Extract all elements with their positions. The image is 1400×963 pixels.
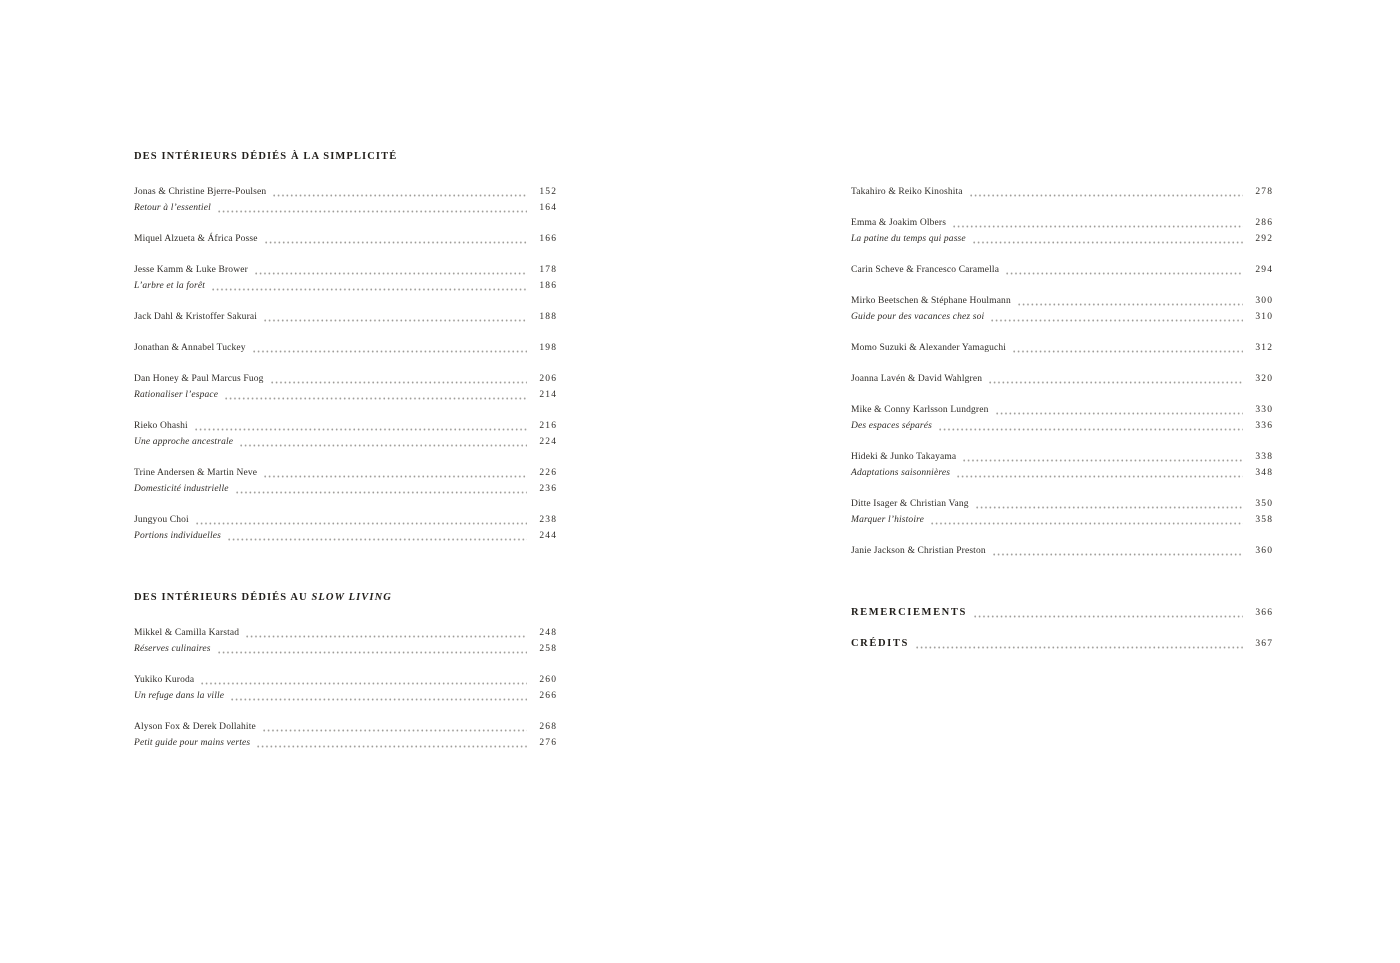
dot-leader xyxy=(263,729,527,732)
section-heading-text: SLOW LIVING xyxy=(311,592,392,603)
toc-entry-row xyxy=(134,465,556,481)
toc-entry-row xyxy=(134,278,556,294)
dot-leader xyxy=(953,225,1243,228)
chapter-title: Jack Dahl & Kristoffer Sakurai xyxy=(134,312,258,322)
toc-group xyxy=(134,719,556,751)
dot-leader xyxy=(218,651,528,654)
chapter-title: Rieko Ohashi xyxy=(134,421,188,431)
section-heading xyxy=(134,590,556,606)
page-number: 216 xyxy=(539,421,558,431)
page-number: 224 xyxy=(539,437,558,447)
toc-group xyxy=(851,496,1272,528)
toc-right-column xyxy=(851,184,1272,652)
toc-entry-row xyxy=(134,434,556,450)
toc-group xyxy=(134,512,556,544)
toc-group xyxy=(134,262,556,294)
dot-leader xyxy=(212,288,527,291)
dot-leader xyxy=(273,194,527,197)
toc-group xyxy=(134,231,556,247)
dot-leader xyxy=(993,553,1243,556)
page-number: 312 xyxy=(1255,343,1274,353)
toc-entry-row xyxy=(851,512,1272,528)
dot-leader xyxy=(246,635,527,638)
dot-leader xyxy=(963,459,1243,462)
toc-entry-row xyxy=(134,672,556,688)
chapter-subtitle: Adaptations saisonnières xyxy=(851,468,951,478)
page-number: 366 xyxy=(1255,608,1274,618)
page-number: 292 xyxy=(1255,234,1274,244)
dot-leader xyxy=(264,319,527,322)
dot-leader xyxy=(1013,350,1243,353)
toc-entry-row xyxy=(134,625,556,641)
toc-group xyxy=(134,184,556,216)
page-number: 238 xyxy=(539,515,558,525)
end-matter-title: REMERCIEMENTS xyxy=(851,607,967,618)
toc-group xyxy=(134,625,556,657)
toc-entry-row xyxy=(851,418,1272,434)
chapter-subtitle: Marquer l’histoire xyxy=(851,515,924,525)
dot-leader xyxy=(236,491,528,494)
dot-leader xyxy=(1018,303,1243,306)
dot-leader xyxy=(970,194,1244,197)
dot-leader xyxy=(240,444,527,447)
toc-entry-row xyxy=(851,496,1272,512)
chapter-title: Yukiko Kuroda xyxy=(134,675,195,685)
chapter-subtitle: Petit guide pour mains vertes xyxy=(134,738,251,748)
dot-leader xyxy=(939,428,1243,431)
toc-entry-row xyxy=(134,231,556,247)
toc-entry-row xyxy=(851,371,1272,387)
toc-entry-row xyxy=(851,636,1272,652)
page-number: 320 xyxy=(1255,374,1274,384)
page-number: 294 xyxy=(1255,265,1274,275)
dot-leader xyxy=(957,475,1243,478)
toc-entry-row xyxy=(134,512,556,528)
toc-entry-row xyxy=(851,465,1272,481)
toc-group xyxy=(134,465,556,497)
dot-leader xyxy=(991,319,1243,322)
section-heading-text: DES INTÉRIEURS DÉDIÉS À LA SIMPLICITÉ xyxy=(134,151,398,162)
page-number: 266 xyxy=(539,691,558,701)
page-number: 226 xyxy=(539,468,558,478)
toc-group xyxy=(134,309,556,325)
toc-entry-row xyxy=(134,641,556,657)
dot-leader xyxy=(265,241,528,244)
section-heading xyxy=(134,149,556,165)
page-number: 338 xyxy=(1255,452,1274,462)
page-number: 244 xyxy=(539,531,558,541)
chapter-title: Janie Jackson & Christian Preston xyxy=(851,546,986,556)
dot-leader xyxy=(974,615,1243,618)
toc-group xyxy=(134,371,556,403)
chapter-title: Ditte Isager & Christian Vang xyxy=(851,499,969,509)
page-number: 166 xyxy=(539,234,558,244)
toc-group xyxy=(851,184,1272,200)
toc-entry-row xyxy=(134,340,556,356)
chapter-title: Trine Andersen & Martin Neve xyxy=(134,468,258,478)
toc-entry-row xyxy=(851,605,1272,621)
page-number: 206 xyxy=(539,374,558,384)
page-number: 358 xyxy=(1255,515,1274,525)
dot-leader xyxy=(916,646,1243,649)
toc-entry-row xyxy=(134,262,556,278)
toc-group xyxy=(851,215,1272,247)
dot-leader xyxy=(1006,272,1243,275)
toc-group xyxy=(851,449,1272,481)
page-number: 360 xyxy=(1255,546,1274,556)
toc-group xyxy=(851,402,1272,434)
toc-entry-row xyxy=(851,184,1272,200)
chapter-subtitle: Un refuge dans la ville xyxy=(134,691,225,701)
dot-leader xyxy=(253,350,528,353)
section-heading-text: DES INTÉRIEURS DÉDIÉS AU xyxy=(134,592,312,603)
dot-leader xyxy=(195,428,527,431)
chapter-title: Hideki & Junko Takayama xyxy=(851,452,957,462)
chapter-title: Carin Scheve & Francesco Caramella xyxy=(851,265,1000,275)
chapter-subtitle: Rationaliser l’espace xyxy=(134,390,219,400)
page-number: 367 xyxy=(1255,639,1274,649)
page-number: 188 xyxy=(539,312,558,322)
toc-group xyxy=(851,371,1272,387)
toc-entry-row xyxy=(851,340,1272,356)
toc-group xyxy=(134,418,556,450)
toc-entry-row xyxy=(134,528,556,544)
toc-entry-row xyxy=(134,371,556,387)
dot-leader xyxy=(255,272,527,275)
chapter-subtitle: Guide pour des vacances chez soi xyxy=(851,312,985,322)
dot-leader xyxy=(996,412,1244,415)
page-number: 276 xyxy=(539,738,558,748)
dot-leader xyxy=(989,381,1243,384)
dot-leader xyxy=(976,506,1244,509)
page-number: 336 xyxy=(1255,421,1274,431)
dot-leader xyxy=(225,397,527,400)
toc-entry-row xyxy=(134,184,556,200)
dot-leader xyxy=(264,475,527,478)
page-number: 350 xyxy=(1255,499,1274,509)
toc-group xyxy=(851,543,1272,559)
chapter-title: Mikkel & Camilla Karstad xyxy=(134,628,240,638)
chapter-title: Momo Suzuki & Alexander Yamaguchi xyxy=(851,343,1007,353)
page-number: 236 xyxy=(539,484,558,494)
toc-entry-row xyxy=(851,449,1272,465)
chapter-title: Joanna Lavén & David Wahlgren xyxy=(851,374,983,384)
dot-leader xyxy=(231,698,527,701)
chapter-subtitle: Retour à l’essentiel xyxy=(134,203,211,213)
toc-entry-row xyxy=(134,481,556,497)
toc-entry-row xyxy=(851,231,1272,247)
end-matter-title: CRÉDITS xyxy=(851,638,909,649)
toc-entry-row xyxy=(851,262,1272,278)
toc-group xyxy=(134,672,556,704)
chapter-title: Jesse Kamm & Luke Brower xyxy=(134,265,248,275)
chapter-title: Jungyou Choi xyxy=(134,515,189,525)
dot-leader xyxy=(201,682,527,685)
page-number: 260 xyxy=(539,675,558,685)
page-number: 198 xyxy=(539,343,558,353)
dot-leader xyxy=(257,745,527,748)
toc-entry-row xyxy=(134,688,556,704)
page-number: 152 xyxy=(539,187,558,197)
toc-entry-row xyxy=(134,719,556,735)
dot-leader xyxy=(196,522,527,525)
toc-entry-row xyxy=(851,543,1272,559)
toc-entry-row xyxy=(134,387,556,403)
page-number: 186 xyxy=(539,281,558,291)
chapter-subtitle: La patine du temps qui passe xyxy=(851,234,966,244)
toc-group xyxy=(851,340,1272,356)
toc-entry-row xyxy=(851,215,1272,231)
page-number: 164 xyxy=(539,203,558,213)
chapter-title: Takahiro & Reiko Kinoshita xyxy=(851,187,963,197)
page-number: 300 xyxy=(1255,296,1274,306)
chapter-title: Mike & Conny Karlsson Lundgren xyxy=(851,405,989,415)
chapter-title: Miquel Alzueta & África Posse xyxy=(134,234,258,244)
chapter-subtitle: Une approche ancestrale xyxy=(134,437,234,447)
toc-group xyxy=(851,262,1272,278)
page-number: 330 xyxy=(1255,405,1274,415)
chapter-title: Emma & Joakim Olbers xyxy=(851,218,947,228)
dot-leader xyxy=(228,538,527,541)
page-number: 286 xyxy=(1255,218,1274,228)
toc-group xyxy=(851,293,1272,325)
page-number: 348 xyxy=(1255,468,1274,478)
toc-entry-row xyxy=(851,293,1272,309)
toc-left-column xyxy=(134,149,556,766)
toc-entry-row xyxy=(851,402,1272,418)
page-number: 248 xyxy=(539,628,558,638)
dot-leader xyxy=(931,522,1243,525)
dot-leader xyxy=(973,241,1243,244)
page-number: 278 xyxy=(1255,187,1274,197)
dot-leader xyxy=(271,381,528,384)
page-number: 214 xyxy=(539,390,558,400)
page-number: 310 xyxy=(1255,312,1274,322)
page-number: 268 xyxy=(539,722,558,732)
toc-group xyxy=(134,340,556,356)
chapter-subtitle: Domesticité industrielle xyxy=(134,484,229,494)
page-number: 178 xyxy=(539,265,558,275)
toc-entry-row xyxy=(851,309,1272,325)
chapter-title: Alyson Fox & Derek Dollahite xyxy=(134,722,256,732)
toc-entry-row xyxy=(134,418,556,434)
chapter-title: Jonas & Christine Bjerre-Poulsen xyxy=(134,187,267,197)
chapter-subtitle: L’arbre et la forêt xyxy=(134,281,206,291)
toc-entry-row xyxy=(134,735,556,751)
toc-entry-row xyxy=(134,309,556,325)
chapter-title: Dan Honey & Paul Marcus Fuog xyxy=(134,374,264,384)
chapter-title: Jonathan & Annabel Tuckey xyxy=(134,343,246,353)
chapter-subtitle: Portions individuelles xyxy=(134,531,221,541)
chapter-subtitle: Des espaces séparés xyxy=(851,421,932,431)
dot-leader xyxy=(218,210,527,213)
toc-entry-row xyxy=(134,200,556,216)
chapter-title: Mirko Beetschen & Stéphane Houlmann xyxy=(851,296,1011,306)
chapter-subtitle: Réserves culinaires xyxy=(134,644,211,654)
page-number: 258 xyxy=(539,644,558,654)
